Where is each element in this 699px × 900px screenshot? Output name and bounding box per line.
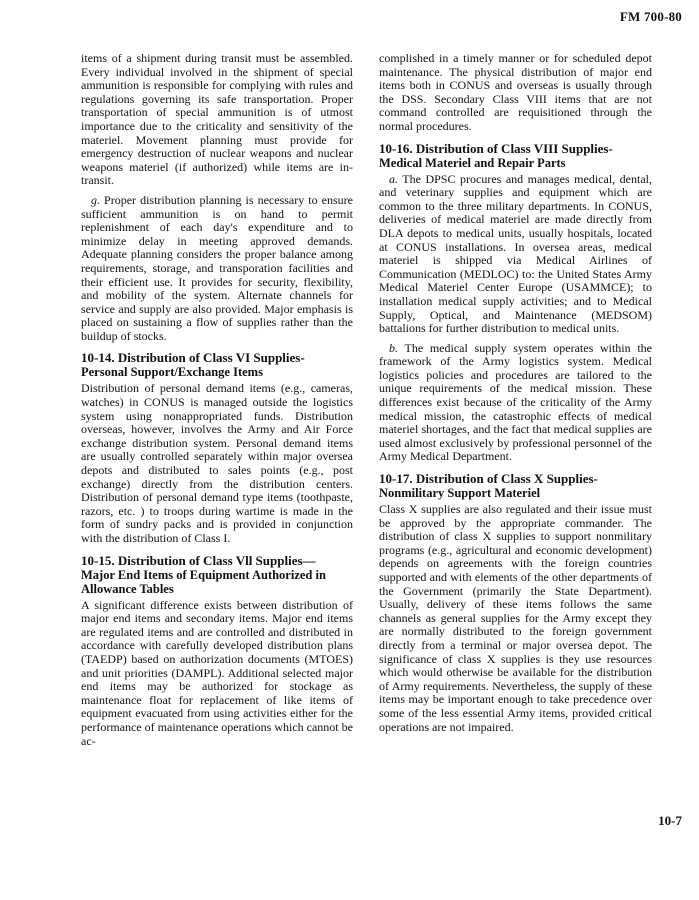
paragraph-continued: items of a shipment during transit must be assembled. Every individual involved in the shipment of special ammunition is responsible for complying with rules and regulations governing its safe transportation. Proper transportation of special ammunition is of utmost importance due to the criticality and sensitivity of the materiel. Movement planning must provide for emergency destruction of nuclear weapons and nuclear weapons materiel (if authorized) while items are in-transit. (81, 51, 353, 188)
paragraph-letter: b. (389, 340, 398, 355)
paragraph-letter: a. (389, 171, 398, 186)
section-title: 10-15. Distribution of Class Vll Supplies— (81, 552, 316, 568)
paragraph-a-text: The DPSC procures and manages medical, dental, and veterinary supplies and equipment which are common to the three military departments. In CONUS, deliveries of medical materiel are made directly from DLA depots to medical units, usually hospitals, located at CONUS installations. In oversea areas, medical materiel is shipped via Medical Airlines of Communication (MEDLOC) to: the United States Army Medical Materiel Center Europe (USAMMCE); to installation medical supply activities; and to Medical Supply, Optical, and Maintenance (MEDSOM) battalions for further distribution to medical units. (379, 171, 652, 336)
section-10-15-body: A significant difference exists between distribution of major end items and secondary items. Major end items are regulated items and are controlled and distributed in accordance with carefully developed distribution plans (TAEDP) based on authorization documents (MTOES) and unit priorities (DAMPL). Additional selected major end items may be authorized for stockage as maintenance float for replacement of like items of equipment evacuated from using activities either for the performance of maintenance operations which cannot be ac- (81, 597, 353, 748)
section-title: 10-16. Distribution of Class VIII Supplies- (379, 140, 613, 156)
section-subtitle: Medical Materiel and Repair Parts (379, 155, 566, 170)
section-title: 10-14. Distribution of Class VI Supplies- (81, 350, 305, 366)
section-10-14-body: Distribution of personal demand items (e.g., cameras, watches) in CONUS is managed outside the logistics system using nonappropriated funds. Distribution overseas, however, involves the Army and Air Force exchange distribution system. Personal demand items are usually controlled separately within major oversea depots and distributed to sales points (e.g., post exchange) directly from the distribution centers. Distribution of personal demand type items (toothpaste, razors, etc. ) to troops during wartime is made in the form of sundry packs and is provided in conjunction with the distribution of Class I. (81, 381, 353, 545)
section-subtitle: Personal Support/Exchange Items (81, 365, 263, 380)
left-column (81, 52, 353, 754)
paragraph-g-text: Proper distribution planning is necessary to ensure sufficient ammunition is on hand to permit replenishment of each day's expenditure and to minimize delay in meeting approved demands. Adequate planning considers the proper balance among requirements, storage, and transporation facilities and their efficient use. It provides for security, flexibility, and mobility of the system. Alternate channels for service and supply are also provided. Major emphasis is placed on sustaining a flow of supplies rather than the buildup of stocks. (81, 192, 353, 343)
paragraph-continued: complished in a timely manner or for scheduled depot maintenance. The physical distribution of major end items both in CONUS and overseas is usually through the DSS. Secondary Class VIII items that are not command controlled are requisitioned through the normal procedures. (379, 51, 652, 133)
paragraph-g (81, 194, 353, 344)
paragraph-b (379, 342, 652, 464)
section-heading-10-15 (81, 554, 353, 596)
paragraph-letter: g. (91, 192, 100, 207)
section-title: 10-17. Distribution of Class X Supplies- (379, 471, 598, 487)
section-heading-10-16 (379, 142, 652, 170)
section-subtitle: Major End Items of Equipment Authorized in Allowance Tables (81, 567, 326, 596)
right-column (379, 52, 652, 740)
paragraph-a (379, 173, 652, 336)
document-id: FM 700-80 (619, 9, 682, 24)
section-10-17-body: Class X supplies are also regulated and their issue must be approved by the appropriate commander. The distribution of class X supplies to support nonmilitary programs (e.g., agricultural and economic development) depends on agreements with the foreign countries supported and with elements of the other departments of the Government (primarily the State Department). Usually, delivery of these items follows the same channels as general supplies for the Army except they are normally distributed to the foreign government directly from a terminal or major oversea depot. The significance of class X supplies is they use resources which would otherwise be available for the distribution of Army requirements. Nevertheless, the supply of these items may be important enough to take precedence over some of the less essential Army items, provided critical operations are not impaired. (379, 502, 652, 734)
page-number: 10-7 (658, 813, 682, 828)
section-subtitle: Nonmilitary Support Materiel (379, 486, 541, 501)
section-heading-10-14 (81, 351, 353, 379)
paragraph-b-text: The medical supply system operates within the framework of the Army logistics system. Medical logistics policies and procedures are tailored to the unique requirements of the medical mission. These differences exist because of the criticality of the Army medical mission, the catastrophic effects of medical materiel shortages, and the fact that medical supplies are used almost exclusively by professional personnel of the Army Medical Department. (379, 340, 652, 464)
section-heading-10-17 (379, 472, 652, 500)
